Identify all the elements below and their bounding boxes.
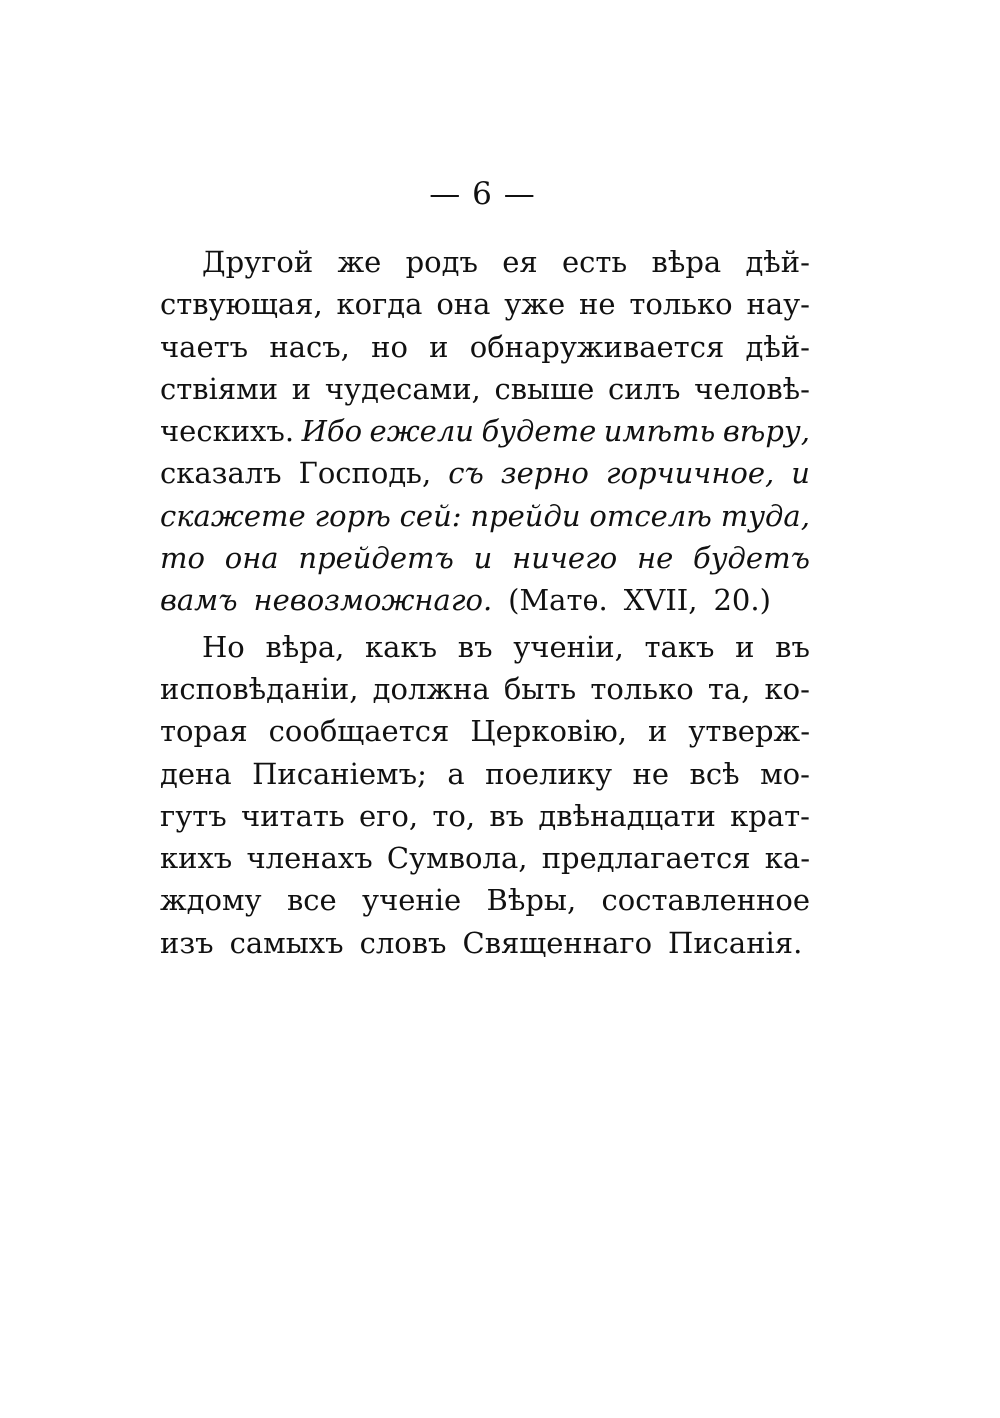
word: Господь, — [298, 456, 432, 491]
word: Писаніемъ; — [252, 756, 427, 791]
word: Писанія. — [668, 925, 803, 960]
word: 20.) — [713, 583, 771, 618]
word: въ — [457, 629, 493, 664]
word: двѣнадцати — [538, 798, 716, 833]
word: сообщается — [268, 714, 450, 749]
word: вамъ — [160, 583, 238, 618]
text-line — [160, 626, 810, 668]
word: то, — [432, 798, 476, 833]
word: и — [735, 629, 755, 664]
word: Вѣры, — [486, 883, 577, 918]
word: самыхъ — [229, 925, 344, 960]
word: и — [291, 371, 312, 406]
word: дена — [160, 756, 232, 791]
word: отселѣ — [589, 498, 712, 533]
word: уже — [504, 287, 566, 322]
word: обнаруживается — [469, 329, 725, 364]
text-line — [160, 537, 810, 579]
word: но — [371, 329, 408, 364]
word: человѣ- — [694, 371, 810, 406]
word: а — [447, 756, 465, 791]
word: какъ — [365, 629, 438, 664]
text-line — [160, 241, 810, 283]
text-line — [160, 710, 810, 752]
word: мо- — [760, 756, 810, 791]
word: будетъ — [693, 541, 810, 576]
text-line — [160, 326, 810, 368]
word: силъ — [607, 371, 681, 406]
word: не — [578, 287, 616, 322]
word: XVII, — [623, 583, 698, 618]
word: будете — [481, 414, 597, 449]
word: прейди — [470, 498, 581, 533]
word: Другой — [202, 245, 314, 279]
word: и — [791, 456, 810, 491]
word: Сумвола, — [386, 841, 528, 876]
word: не — [632, 756, 670, 791]
word: и — [429, 329, 449, 364]
word: есть — [561, 245, 628, 279]
word: имѣть — [603, 414, 716, 449]
word: ждому — [160, 883, 262, 918]
word: (Матѳ. — [508, 583, 608, 618]
word: Но — [202, 629, 245, 664]
word: прейдетъ — [298, 541, 454, 576]
word: словъ — [359, 925, 447, 960]
word: когда — [336, 287, 423, 322]
word: ствующая, — [160, 287, 323, 322]
word: ничего — [512, 541, 618, 576]
word: зерно — [500, 456, 589, 491]
word: нау- — [746, 287, 810, 322]
word: и — [473, 541, 493, 576]
word: въ — [775, 629, 810, 664]
word: скажете — [160, 498, 306, 533]
word: ствіями — [160, 371, 279, 406]
word: та, — [707, 671, 751, 706]
word: ческихъ. — [160, 414, 295, 449]
word: исповѣданіи, — [160, 671, 359, 706]
word: изъ — [160, 925, 214, 960]
word: читать — [241, 798, 345, 833]
word: вѣра — [651, 245, 722, 279]
word: ка- — [764, 841, 810, 876]
word: быть — [503, 671, 577, 706]
word: утверж- — [688, 714, 810, 749]
word: то — [160, 541, 205, 576]
word: ученіе — [362, 883, 462, 918]
word: только — [629, 287, 733, 322]
text-line — [160, 283, 810, 325]
word: чаетъ — [160, 329, 249, 364]
text-line — [160, 879, 810, 921]
word: ко- — [764, 671, 810, 706]
word: составленное — [601, 883, 810, 918]
word: ея — [502, 245, 538, 279]
word: же — [337, 245, 382, 279]
word: его, — [359, 798, 419, 833]
word: чудесами, — [324, 371, 481, 406]
word: съ — [448, 456, 484, 491]
word: такъ — [644, 629, 715, 664]
word: все — [286, 883, 337, 918]
body-text — [160, 241, 810, 964]
word: горѣ — [314, 498, 391, 533]
word: ежели — [369, 414, 474, 449]
word: ученіи, — [513, 629, 624, 664]
word: и — [648, 714, 668, 749]
word: поелику — [485, 756, 613, 791]
word: сказалъ — [160, 456, 282, 491]
word: вѣра, — [265, 629, 345, 664]
word: свыше — [494, 371, 595, 406]
text-line — [160, 410, 810, 452]
word: Священнаго — [462, 925, 653, 960]
word: членахъ — [246, 841, 373, 876]
text-line — [160, 368, 810, 410]
word: вѣру, — [722, 414, 810, 449]
word: Церковію, — [470, 714, 627, 749]
word: Ибо — [301, 414, 363, 449]
word: только — [590, 671, 694, 706]
word: она — [436, 287, 491, 322]
word: не — [636, 541, 674, 576]
word: кихъ — [160, 841, 233, 876]
paragraph — [160, 626, 810, 964]
text-line — [160, 922, 810, 964]
word: родъ — [405, 245, 478, 279]
word: предлагается — [541, 841, 751, 876]
page-number: — 6 — — [429, 176, 536, 212]
word: гутъ — [160, 798, 227, 833]
word: она — [224, 541, 279, 576]
word: крат- — [730, 798, 810, 833]
text-line — [160, 668, 810, 710]
word: дѣй- — [745, 245, 810, 279]
paragraph — [160, 241, 810, 622]
word: въ — [489, 798, 525, 833]
word: насъ, — [269, 329, 350, 364]
word: горчичное, — [605, 456, 775, 491]
word: всѣ — [689, 756, 740, 791]
word: туда, — [720, 498, 810, 533]
text-line — [160, 837, 810, 879]
text-line — [160, 795, 810, 837]
word: должна — [372, 671, 490, 706]
word: невозможнаго. — [253, 583, 493, 618]
word: сей: — [399, 498, 462, 533]
text-line — [160, 579, 810, 621]
text-line — [160, 495, 810, 537]
word: дѣй- — [745, 329, 810, 364]
text-line — [160, 452, 810, 494]
word: торая — [160, 714, 248, 749]
text-line — [160, 753, 810, 795]
